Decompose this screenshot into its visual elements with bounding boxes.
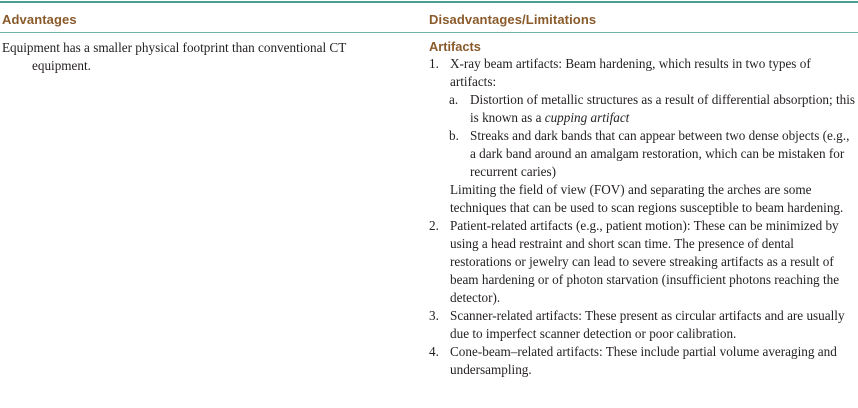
sub-list-item-text: Streaks and dark bands that can appear between two dense objects (e.g., a dark band around an amalgam restoration, which can be mistaken for recurrent caries) (470, 128, 850, 179)
list-item-text: Patient-related artifacts (e.g., patient motion): These can be minimized by using a head restraint and short scan time. The presence of dental restorations or jewelry can lead to severe streaking artifacts as a result of beam hardening or of photon starvation (insufficient photons reaching the detector). (450, 218, 840, 305)
list-item (429, 55, 857, 91)
header-advantages: Advantages (2, 12, 77, 27)
advantages-cell (2, 39, 412, 75)
list-item (429, 217, 857, 307)
list-item-text: X-ray beam artifacts: Beam hardening, which results in two types of artifacts: (450, 56, 811, 89)
header-rule (0, 32, 858, 33)
list-item (429, 343, 857, 379)
sub-list-item (429, 91, 857, 127)
table-top-rule (0, 1, 858, 3)
list-item (429, 307, 857, 343)
list-number: 3. (429, 308, 439, 323)
list-item-note: Limiting the field of view (FOV) and separating the arches are some techniques that can be used to scan regions susceptible to beam hardening. (450, 182, 844, 215)
list-item-text: Cone-beam–related artifacts: These include partial volume averaging and undersampling. (450, 344, 837, 377)
disadvantages-cell (429, 38, 857, 379)
sub-list-item (429, 127, 857, 181)
list-number: 4. (429, 344, 439, 359)
list-item-text: Scanner-related artifacts: These present as circular artifacts and are usually due to imperfect scanner detection or poor calibration. (450, 308, 845, 341)
header-disadvantages: Disadvantages/Limitations (429, 12, 597, 27)
emphasized-term: cupping artifact (544, 110, 630, 125)
artifacts-subheading: Artifacts (429, 39, 481, 54)
advantage-line-1: Equipment has a smaller physical footprint than conventional CT (2, 40, 347, 55)
sub-list-item-text: Distortion of metallic structures as a result of differential absorption; this is known as a (470, 92, 856, 125)
list-number: 2. (429, 218, 439, 233)
sub-list-letter: b. (449, 128, 459, 143)
list-number: 1. (429, 56, 439, 71)
sub-list-letter: a. (449, 92, 459, 107)
advantage-line-2: equipment. (32, 58, 91, 73)
